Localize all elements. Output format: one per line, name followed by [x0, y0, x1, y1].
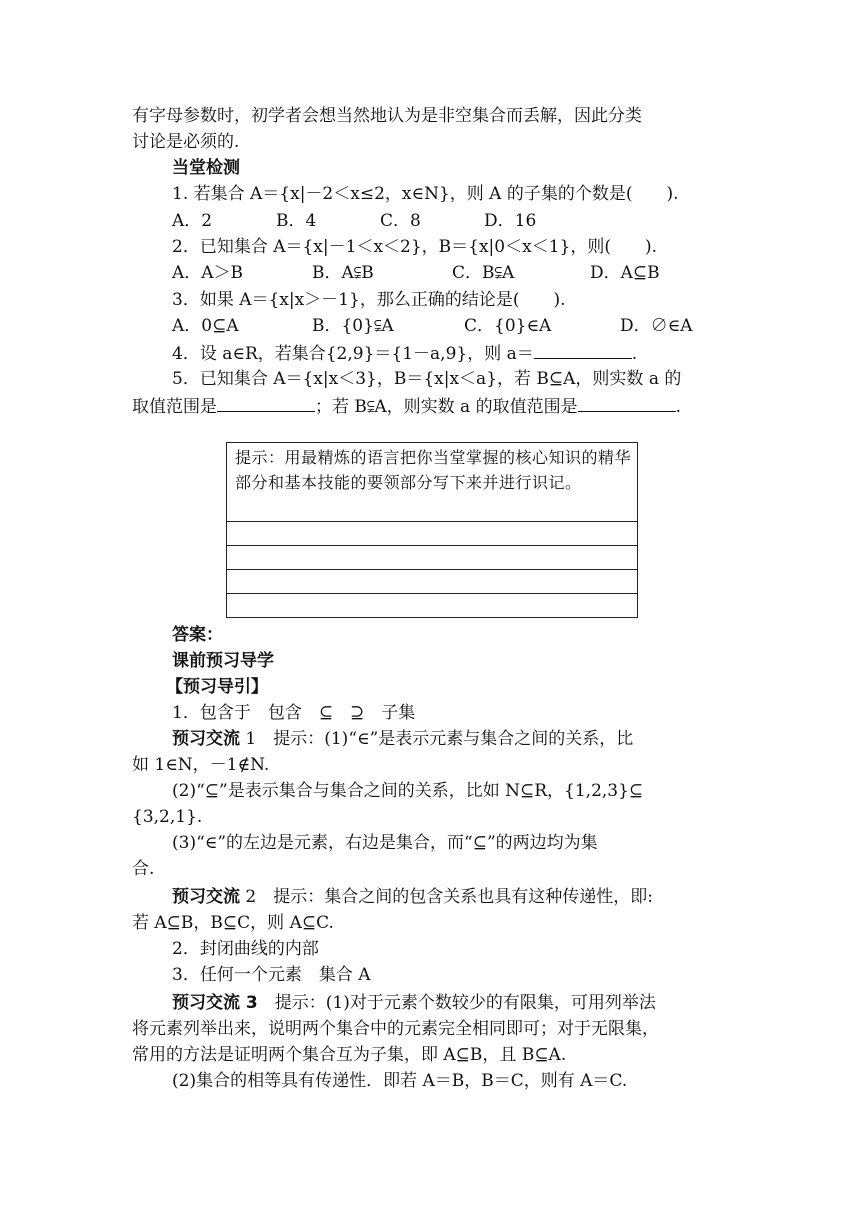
exchange-1-prefix: 1 提示：: [240, 729, 325, 749]
q1-option-d: D．16: [484, 211, 537, 231]
exchange-1-label: 预习交流: [172, 729, 240, 749]
question-4-text: 4．设 a∈R，若集合{2,9}＝{1－a,9}，则 a＝: [172, 344, 534, 364]
q1-option-a: A．2: [172, 211, 213, 231]
question-3: 3．如果 A＝{x|x＞－1}，那么正确的结论是( ).: [172, 290, 566, 310]
exchange-2-line-2: 若 A⊆B，B⊆C，则 A⊆C.: [132, 913, 334, 933]
q1-option-b: B．4: [276, 211, 317, 231]
exchange-1-line-2: 如 1∈N，－1∉N.: [132, 755, 270, 775]
answer-blank: [217, 393, 315, 412]
exchange-2-text: 集合之间的包含关系也具有这种传递性，即:: [324, 887, 653, 907]
exchange-1-p3-line-1: (3)“∈”的左边是元素，右边是集合，而“⊆”的两边均为集: [172, 833, 598, 853]
notes-line: [227, 569, 637, 570]
q2-option-a: A．A＞B: [172, 263, 244, 283]
exchange-2-prefix: 2 提示：: [240, 887, 325, 907]
notes-line: [227, 521, 637, 522]
exchange-3-prefix: 提示：: [257, 993, 326, 1013]
question-4-end: .: [631, 344, 638, 364]
intro-line-1: 有字母参数时，初学者会想当然地认为是非空集合而丢解，因此分类: [132, 106, 642, 126]
exchange-3-label: 预习交流 3: [172, 993, 258, 1013]
answer-blank: [578, 393, 676, 412]
question-5-text-a: 取值范围是: [132, 397, 217, 417]
exchange-3-line-2: 将元素列举出来，说明两个集合中的元素完全相同即可；对于无限集，: [132, 1019, 659, 1039]
q3-option-b: B．{0}⫋A: [312, 316, 394, 336]
answer-blank: [534, 340, 632, 359]
q3-option-c: C．{0}∈A: [464, 316, 552, 336]
q2-option-b: B．A⫋B: [312, 263, 374, 283]
answers-bracket-heading: 【预习导引】: [166, 677, 268, 697]
notes-tip: 提示：用最精炼的语言把你当堂掌握的核心知识的精华部分和基本技能的要领部分写下来并进行识记。: [235, 448, 632, 492]
answers-heading: 答案：: [172, 625, 223, 645]
q3-option-a: A．0⊆A: [172, 316, 239, 336]
exchange-3-line-1: [172, 990, 656, 1016]
exchange-3-p2: (2)集合的相等具有传递性．即若 A＝B，B＝C，则有 A＝C.: [172, 1071, 628, 1091]
answer-1: 1．包含于 包含 ⊆ ⊇ 子集: [172, 703, 416, 723]
exchange-2-line-1: [172, 884, 653, 910]
question-4: [172, 340, 637, 367]
exchange-1-p3-line-2: 合.: [132, 859, 155, 879]
exchange-1-text: (1)“∈”是表示元素与集合之间的关系，比: [324, 729, 634, 749]
answer-2: 2．封闭曲线的内部: [172, 939, 319, 959]
q2-option-d: D．A⊆B: [590, 263, 660, 283]
notes-line: [227, 593, 637, 594]
exchange-2-label: 预习交流: [172, 887, 240, 907]
exchange-1-line-1: [172, 726, 633, 752]
exchange-3-text: (1)对于元素个数较少的有限集，可用列举法: [325, 993, 656, 1013]
question-1: 1. 若集合 A＝{x|－2＜x≤2，x∈N}，则 A 的子集的个数是( ).: [172, 184, 679, 204]
exchange-1-p2-line-2: {3,2,1}.: [132, 807, 203, 827]
exchange-3-line-3: 常用的方法是证明两个集合互为子集，即 A⊆B，且 B⊆A.: [132, 1045, 567, 1065]
notes-line: [227, 545, 637, 546]
question-5-text-b: ；若 B⫋A，则实数 a 的取值范围是: [315, 397, 578, 417]
q1-option-c: C．8: [380, 211, 421, 231]
question-5-line-2: [132, 393, 681, 420]
question-5-line-1: 5．已知集合 A＝{x|x＜3}，B＝{x|x＜a}，若 B⊆A，则实数 a 的: [172, 369, 682, 389]
q3-option-d: D．∅∈A: [620, 316, 693, 336]
question-2: 2．已知集合 A＝{x|－1＜x＜2}，B＝{x|0＜x＜1}，则( ).: [172, 237, 657, 257]
exchange-1-p2-line-1: (2)“⊆”是表示集合与集合之间的关系，比如 N⊆R，{1,2,3}⊆: [172, 781, 644, 801]
q2-option-c: C．B⫋A: [452, 263, 515, 283]
notes-box: [226, 442, 638, 618]
section-heading-check: 当堂检测: [172, 158, 240, 178]
answers-section: 课前预习导学: [172, 651, 274, 671]
intro-line-2: 讨论是必须的.: [132, 132, 240, 152]
answer-3: 3．任何一个元素 集合 A: [172, 965, 371, 985]
question-5-end: .: [675, 397, 682, 417]
